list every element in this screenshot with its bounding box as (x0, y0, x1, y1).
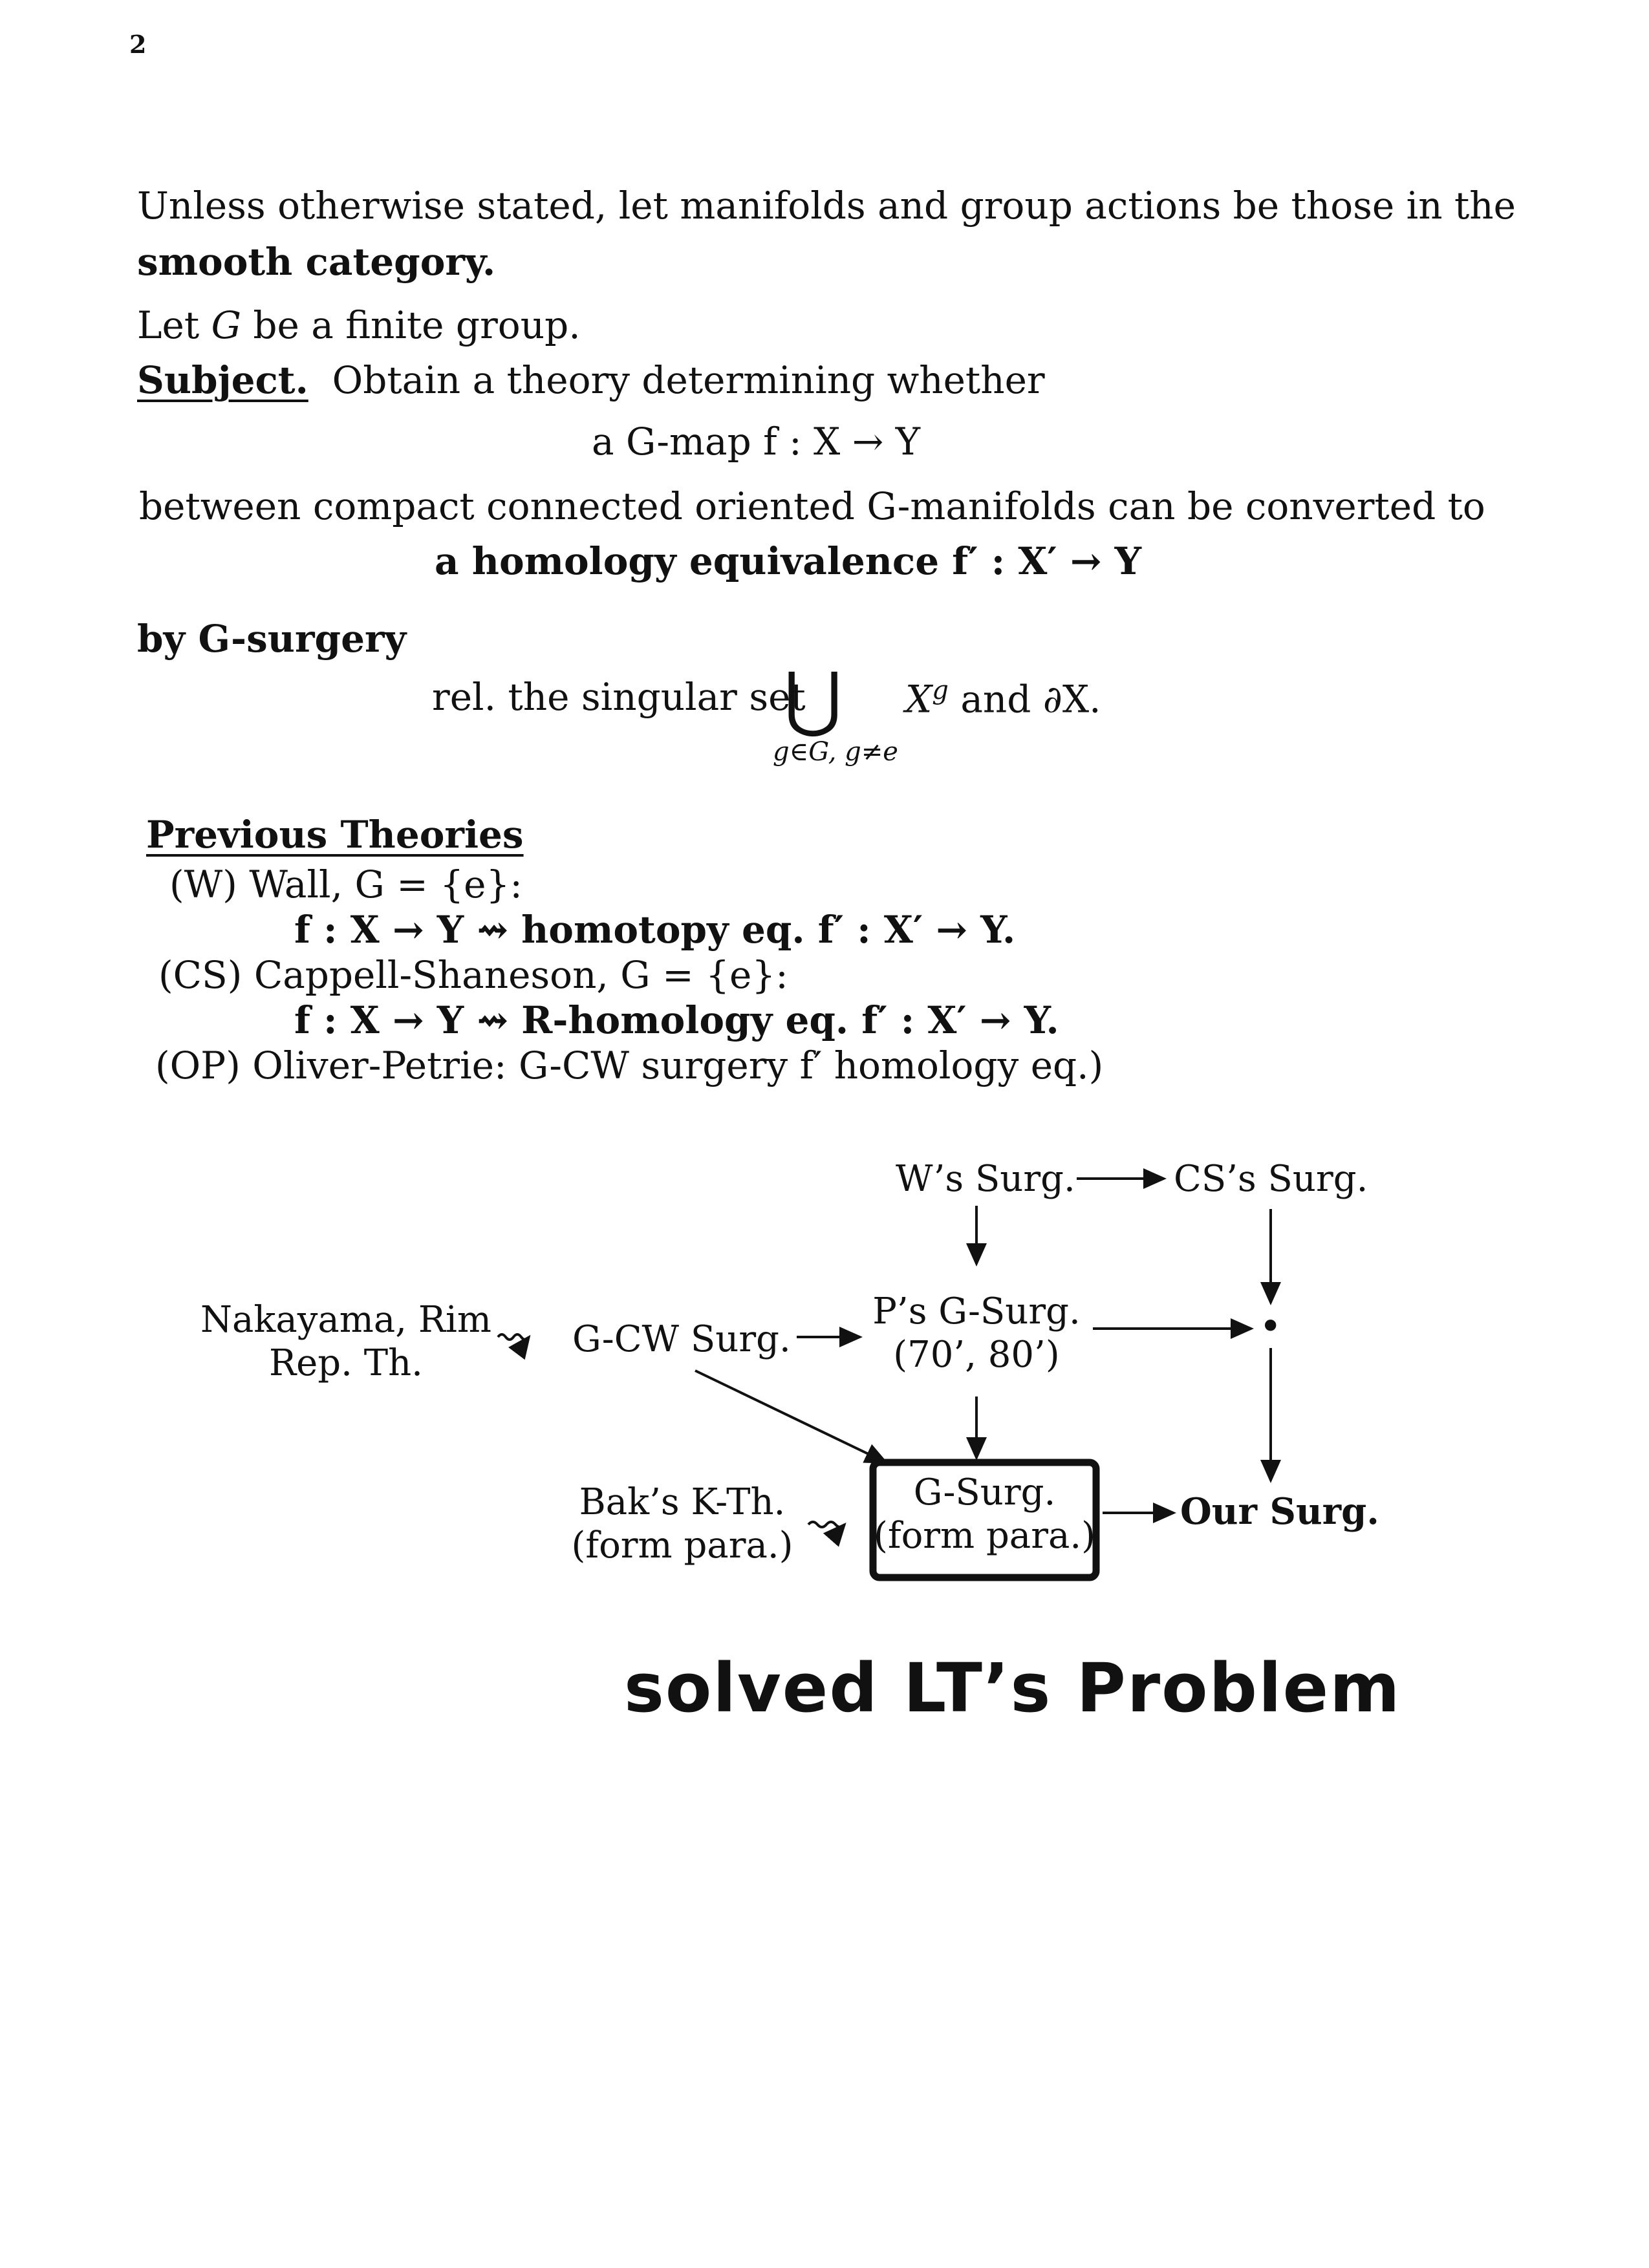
union-post: X (905, 677, 932, 722)
previous-item-op (155, 1044, 1103, 1087)
previous-item-cs-sub: f : X → Y ⇝ R-homology eq. f′ : X′ → Y. (294, 998, 1059, 1042)
node-our-surg: Our Surg. (1180, 1490, 1379, 1533)
intro-line-3-post: be a finite group. (241, 303, 581, 347)
node-gcw-surg: G-CW Surg. (572, 1318, 791, 1360)
previous-item-tag: (CS) (158, 953, 242, 997)
handwritten-note: solved LT’s Problem (624, 1649, 1401, 1728)
node-nakayama-line1: Nakayama, Rim (200, 1299, 491, 1341)
subject-text: Obtain a theory determining whether (332, 358, 1045, 402)
subject-rel-text: rel. the singular set (432, 675, 806, 719)
subject-by-line: by G-surgery (137, 617, 407, 661)
node-dot: • (1259, 1304, 1282, 1349)
node-gsurg (873, 1471, 1096, 1557)
node-ps-line1: P’s G-Surg. (872, 1290, 1081, 1332)
node-ws-surg: W’s Surg. (896, 1158, 1075, 1200)
union-subscript: g∈G, g≠e (773, 737, 898, 767)
node-gsurg-line1: G-Surg. (913, 1471, 1056, 1514)
union-end: and ∂X. (948, 677, 1101, 722)
union-sup: g (932, 676, 949, 705)
intro-line-1: Unless otherwise stated, let manifolds and group actions be those in the (137, 184, 1516, 228)
node-gsurg-line2: (form para.) (874, 1515, 1095, 1557)
intro-line-3-pre: Let (137, 303, 211, 347)
squiggle-bak-to-gsurg (808, 1522, 845, 1527)
subject-homology-line: a homology equivalence f′ : X′ → Y (435, 539, 1142, 583)
previous-item-cs (158, 954, 788, 997)
node-nakayama-line2: Rep. Th. (269, 1342, 423, 1385)
previous-item-w-sub: f : X → Y ⇝ homotopy eq. f′ : X′ → Y. (294, 908, 1016, 952)
intro-line-3-var: G (211, 303, 241, 347)
node-bak-line2: (form para.) (571, 1524, 793, 1567)
squiggle-nakayama-to-gcw (498, 1334, 529, 1340)
previous-item-text: Wall, G = {e}: (249, 862, 523, 906)
intro-line-2: smooth category. (137, 240, 496, 284)
arrow-gcw-to-gsurg (695, 1371, 886, 1462)
previous-item-tag: (W) (169, 862, 237, 906)
previous-item-text: Cappell-Shaneson, G = {e}: (253, 953, 788, 997)
subject-between-line: between compact connected oriented G-manifolds can be converted to (139, 484, 1485, 528)
subject-label: Subject. (137, 358, 308, 402)
node-ps-line2: (70’, 80’) (893, 1334, 1060, 1376)
previous-item-w (169, 863, 523, 906)
page-number: 2 (129, 30, 147, 59)
node-bak-line1: Bak’s K-Th. (579, 1481, 786, 1523)
subject-line (137, 359, 1045, 402)
previous-item-text: Oliver-Petrie: G-CW surgery f′ homology eq.) (252, 1043, 1104, 1087)
node-ps-gsurg (863, 1290, 1090, 1376)
node-cs-surg: CS’s Surg. (1174, 1158, 1368, 1200)
union-expression (905, 676, 1101, 721)
previous-heading: Previous Theories (146, 813, 524, 857)
node-bak (556, 1481, 808, 1567)
subject-map-line: a G-map f : X → Y (592, 420, 921, 464)
node-nakayama (197, 1298, 495, 1385)
previous-item-tag: (OP) (155, 1043, 241, 1087)
union-symbol: ⋃ (784, 657, 843, 740)
intro-line-3 (137, 304, 581, 347)
